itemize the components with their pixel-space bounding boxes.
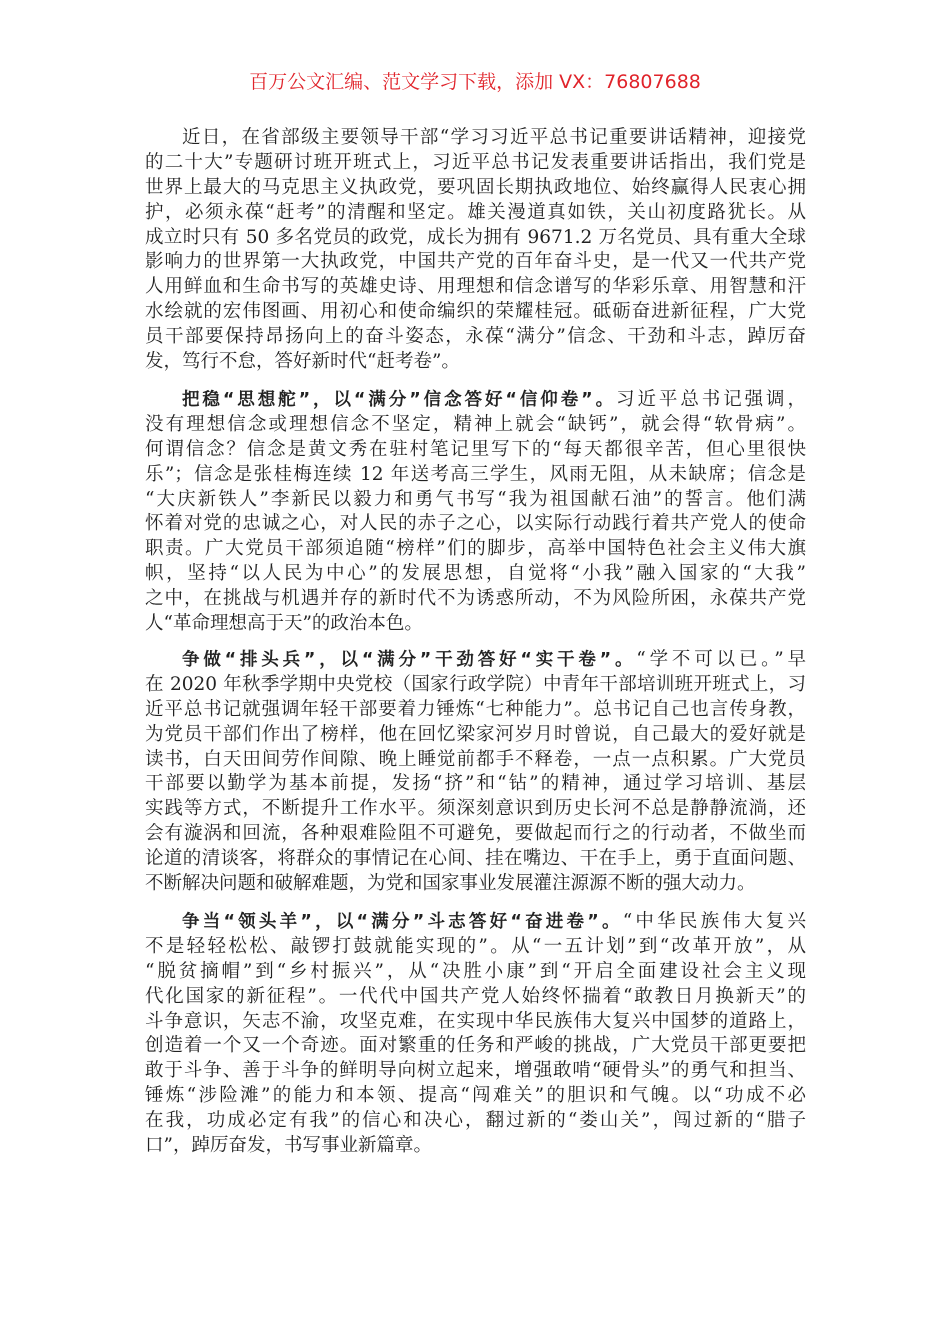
paragraph-line: 不断解决问题和破解难题，为党和国家事业发展灌注源源不断的强大动力。 xyxy=(145,873,756,895)
paragraph-line: 之中，在挑战与机遇并存的新时代不为诱惑所动，不为风险所困，永葆共产党 xyxy=(145,588,806,610)
body-paragraph xyxy=(145,910,806,1159)
paragraph-line xyxy=(145,126,806,151)
paragraph-line: “大庆新铁人”李新民以毅力和勇气书写“我为祖国献石油”的誓言。他们满 xyxy=(145,488,806,510)
paragraph-line: 斗争意识，矢志不渝，攻坚克难，在实现中华民族伟大复兴中国梦的道路上， xyxy=(145,1010,806,1032)
paragraph-line: 不是轻轻松松、敲锣打鼓就能实现的”。从“一五计划”到“改革开放”，从 xyxy=(145,935,806,957)
line-text: “学不可以已。”早 xyxy=(636,649,806,670)
paragraph-line: 干部要以勤学为基本前提，发扬“挤”和“钻”的精神，通过学习培训、基层 xyxy=(145,773,806,795)
watermark-header: 百万公文汇编、范文学习下载，添加 VX：76807688 xyxy=(249,71,701,93)
paragraph-line: 护，必须永葆“赶考”的清醒和坚定。雄关漫道真如铁，关山初度路犹长。从 xyxy=(145,201,806,223)
paragraph-line: 口”，踔厉奋发，书写事业新篇章。 xyxy=(145,1135,432,1157)
paragraph-line xyxy=(145,648,806,673)
paragraph-line: “脱贫摘帽”到“乡村振兴”，从“决胜小康”到“开启全面建设社会主义现 xyxy=(145,960,806,982)
paragraph-line xyxy=(145,388,806,413)
paragraph-line xyxy=(145,910,806,935)
section-heading: 争做“排头兵”，以“满分”干劲答好“实干卷”。 xyxy=(182,650,637,670)
paragraph-line: 影响力的世界第一大执政党，中国共产党的百年奋斗史，是一代又一代共产党 xyxy=(145,251,806,273)
paragraph-line: 乐”；信念是张桂梅连续 12 年送考高三学生，风雨无阻，从未缺席；信念是 xyxy=(145,463,806,485)
paragraph-line: 发，笃行不怠，答好新时代“赶考卷”。 xyxy=(145,351,460,373)
paragraph-line: 在我，功成必定有我”的信心和决心，翻过新的“娄山关”，闯过新的“腊子 xyxy=(145,1110,806,1132)
paragraph-line: 帜，坚持“以人民为中心”的发展思想，自觉将“小我”融入国家的“大我” xyxy=(145,563,806,585)
line-text: 习近平总书记强调， xyxy=(616,389,806,410)
paragraph-line: 实践等方式，不断提升工作水平。须深刻意识到历史长河不总是静静流淌，还 xyxy=(145,798,806,820)
paragraph-line: 锤炼“涉险滩”的能力和本领、提高“闯难关”的胆识和气魄。以“功成不必 xyxy=(145,1085,806,1107)
paragraph-line: 何谓信念？信念是黄文秀在驻村笔记里写下的“每天都很辛苦，但心里很快 xyxy=(145,438,806,460)
paragraph-line: 读书，白天田间劳作间隙、晚上睡觉前都手不释卷，一点一点积累。广大党员 xyxy=(145,748,806,770)
paragraph-line: 没有理想信念或理想信念不坚定，精神上就会“缺钙”，就会得“软骨病”。 xyxy=(145,413,806,435)
body-paragraph xyxy=(145,648,806,897)
body-paragraph xyxy=(145,126,806,375)
paragraph-line: 近平总书记就强调年轻干部要着力锤炼“七种能力”。总书记自己也言传身教， xyxy=(145,698,806,720)
paragraph-line: 人用鲜血和生命书写的英雄史诗、用理想和信念谱写的华彩乐章、用智慧和汗 xyxy=(145,276,806,298)
paragraph-line: 水绘就的宏伟图画、用初心和使命编织的荣耀桂冠。砥砺奋进新征程，广大党 xyxy=(145,301,806,323)
paragraph-line: 职责。广大党员干部须追随“榜样”们的脚步，高举中国特色社会主义伟大旗 xyxy=(145,538,806,560)
paragraph-line: 怀着对党的忠诚之心，对人民的赤子之心，以实际行动践行着共产党人的使命 xyxy=(145,513,806,535)
paragraph-line: 论道的清谈客，将群众的事情记在心间、挂在嘴边、干在手上，勇于直面问题、 xyxy=(145,848,806,870)
paragraph-line: 敢于斗争、善于斗争的鲜明导向树立起来，增强敢啃“硬骨头”的勇气和担当、 xyxy=(145,1060,806,1082)
line-text: “中华民族伟大复兴 xyxy=(622,911,806,932)
paragraph-line: 员干部要保持昂扬向上的奋斗姿态，永葆“满分”信念、干劲和斗志，踔厉奋 xyxy=(145,326,806,348)
paragraph-line: 的二十大”专题研讨班开班式上，习近平总书记发表重要讲话指出，我们党是 xyxy=(145,151,806,173)
paragraph-line: 创造着一个又一个奇迹。面对繁重的任务和严峻的挑战，广大党员干部更要把 xyxy=(145,1035,806,1057)
paragraph-line: 在 2020 年秋季学期中央党校（国家行政学院）中青年干部培训班开班式上，习 xyxy=(145,673,806,695)
section-heading: 把稳“思想舵”，以“满分”信念答好“信仰卷”。 xyxy=(182,390,617,410)
paragraph-line: 代化国家的新征程”。一代代中国共产党人始终怀揣着“敢教日月换新天”的 xyxy=(145,985,806,1007)
line-text: 近日，在省部级主要领导干部“学习习近平总书记重要讲话精神，迎接党 xyxy=(182,127,806,148)
paragraph-line: 成立时只有 50 多名党员的政党，成长为拥有 9671.2 万名党员、具有重大全球 xyxy=(145,226,806,248)
section-heading: 争当“领头羊”，以“满分”斗志答好“奋进卷”。 xyxy=(182,912,623,932)
paragraph-line: 为党员干部们作出了榜样，他在回忆梁家河岁月时曾说，自己最大的爱好就是 xyxy=(145,723,806,745)
paragraph-line: 人“革命理想高于天”的政治本色。 xyxy=(145,613,423,635)
body-paragraph xyxy=(145,388,806,637)
paragraph-line: 会有漩涡和回流，各种艰难险阻不可避免，要做起而行之的行动者，不做坐而 xyxy=(145,823,806,845)
paragraph-line: 世界上最大的马克思主义执政党，要巩固长期执政地位、始终赢得人民衷心拥 xyxy=(145,176,806,198)
